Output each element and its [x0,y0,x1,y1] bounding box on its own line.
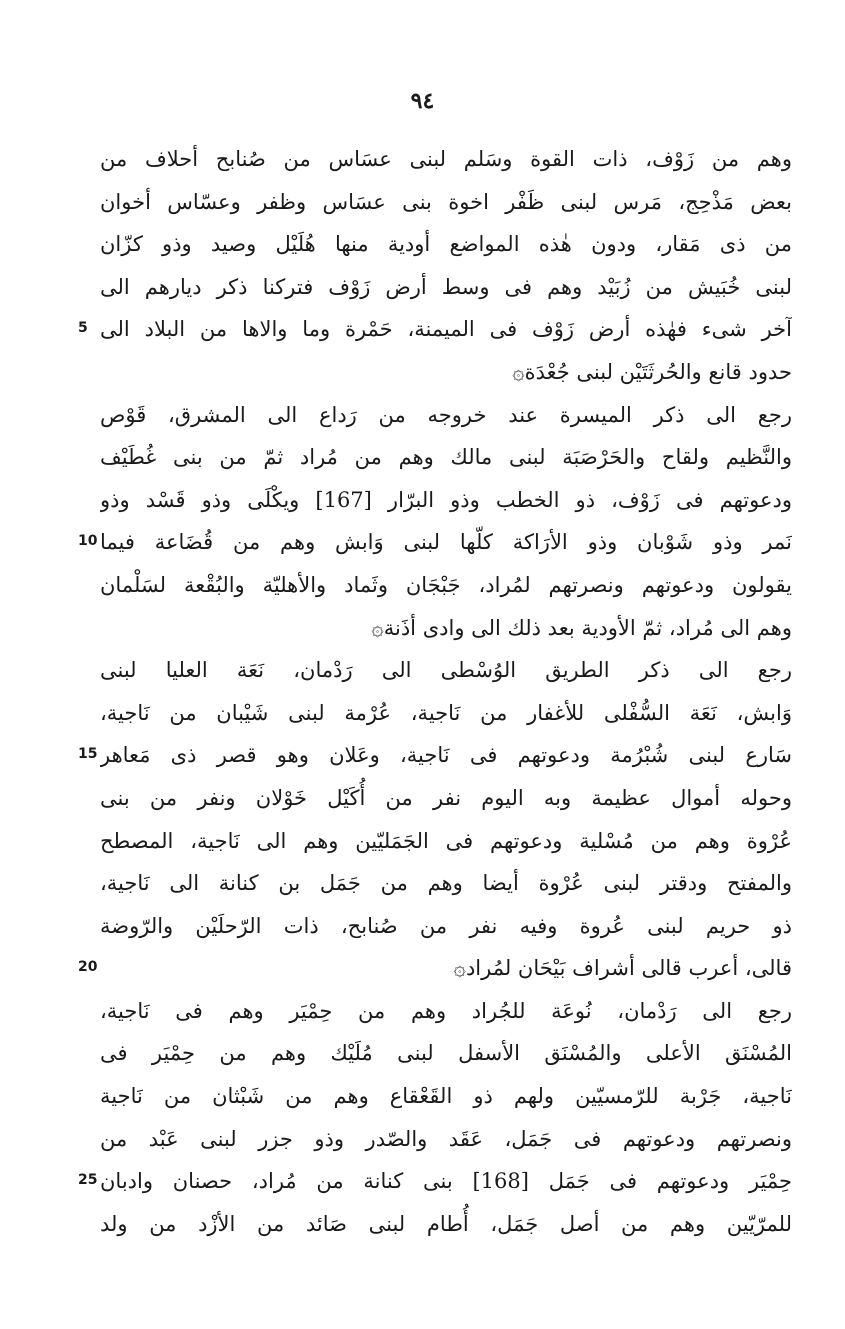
line-number: 20 [78,959,98,976]
text-line: لبنى خُبَيش من زُبَيْد وهم فى وسط أرض زَوْف فتركنا ذكر ديارهم الى [100,274,792,299]
text-line: ودعوتهم فى زَوْف، ذو الخطب وذو البرّار [167] ويكْلَى وذو قَسْد وذو [100,487,792,512]
text-line: وهم من زَوْف، ذات القوة وسَلم لبنى عسَاس من صُنابح أحلاف من [100,147,792,171]
text-line: رجع الى ذكر الميسرة عند خروجه من رَداع الى المشرق، قَوْص [100,402,792,427]
text-line: وهم الى مُراد، ثمّ الأودية بعد ذلك الى وادى أذَنة۞ [371,615,792,640]
text-line: وحوله أموال عظيمة وبه اليوم نفر من أُكَيْل خَوْلان ونفر من بنى [100,785,792,810]
text-line: والمفتح ودقتر لبنى عُرْوة أيضا وهم من جَمَل بن كنانة الى نَاجية، [100,871,792,896]
text-line: المُسْنَق الأعلى والمُسْنَق الأسفل لبنى مُلَيْك وهم من حِمْيَر فى [100,1041,792,1066]
page-number: ٩٤ [410,88,435,114]
line-number: 5 [78,320,88,337]
line-number: 10 [78,533,98,550]
text-line: للمرّيّين وهم من أصل جَمَل، أُطام لبنى صَائد من الأزْد من ولد [100,1211,792,1236]
text-line: ذو حريم لبنى عُروة وفيه نفر من صُنابح، ذات الرّحلَيْن والرّوضة [100,913,792,938]
text-line: ونصرتهم ودعوتهم فى جَمَل، عَقَد والصّدر وذو جزر لبنى عَبْد من [100,1126,792,1151]
line-number: 25 [78,1172,98,1189]
text-line: وَابش، نَعَة السُّفْلى للأغفار من نَاجية، عُرْمة لبنى شَيْبان من نَاجية، [100,700,792,725]
text-line: يقولون ودعوتهم ونصرتهم لمُراد، جَبْجَان وثَماد والأهليّة والبُقْعة لسَلْمان [100,572,792,597]
text-line: نَاجية، جَرْبة للرّمسيّين ولهم ذو القَعْقاع وهم من شَبْثان من نَاجية [100,1084,792,1109]
text-line: نَمر وذو شَوْبان وذو الأرَاكة كلّها لبنى وَابش وهم من قُضَاعة فيما [100,530,792,555]
line-number: 15 [78,746,98,763]
text-line: آخر شىء فهٰذه أرض زَوْف فى الميمنة، حَمْرة وما والاها من البلاد الى [100,317,792,342]
text-line: قالى، أعرب قالى أشراف بَيْحَان لمُراد۞ [453,956,792,981]
text-line: سَارع لبنى شُبْرُمة ودعوتهم فى نَاجية، وعَلان وهو قصر ذى مَعاهر [100,743,792,768]
text-line: حدود قانع والحُرثَتَيْن لبنى جُعْدَة۞ [512,359,792,384]
text-line: من ذى مَقار، ودون هٰذه المواضع أودية منها هُلَيْل وصيد وذو كزّان [100,232,792,257]
text-line: بعض مَذْحِج، مَرس لبنى ظَفْر اخوة بنى عسَاس وظفر وعسّاس أخوان [100,189,792,214]
text-line: والنَّظيم ولقاح والحَرْصَبَة لبنى مالك وهم من مُراد ثمّ من بنى غُطَيْف [100,445,792,470]
text-line: رجع الى ذكر الطريق الوُسْطى الى رَدْمان، نَعَة العليا لبنى [100,658,792,683]
text-line: رجع الى رَدْمان، نُوعَة للجُراد وهم من حِمْيَر وهم فى نَاجية، [100,998,792,1023]
text-line: عُرْوة وهم من مُسْلية ودعوتهم فى الجَمَليّين وهم الى نَاجية، المصطح [100,828,792,853]
body-text [100,138,792,1245]
text-line: حِمْيَر ودعوتهم فى جَمَل [168] بنى كنانة من مُراد، حصنان وادبان [100,1169,792,1194]
